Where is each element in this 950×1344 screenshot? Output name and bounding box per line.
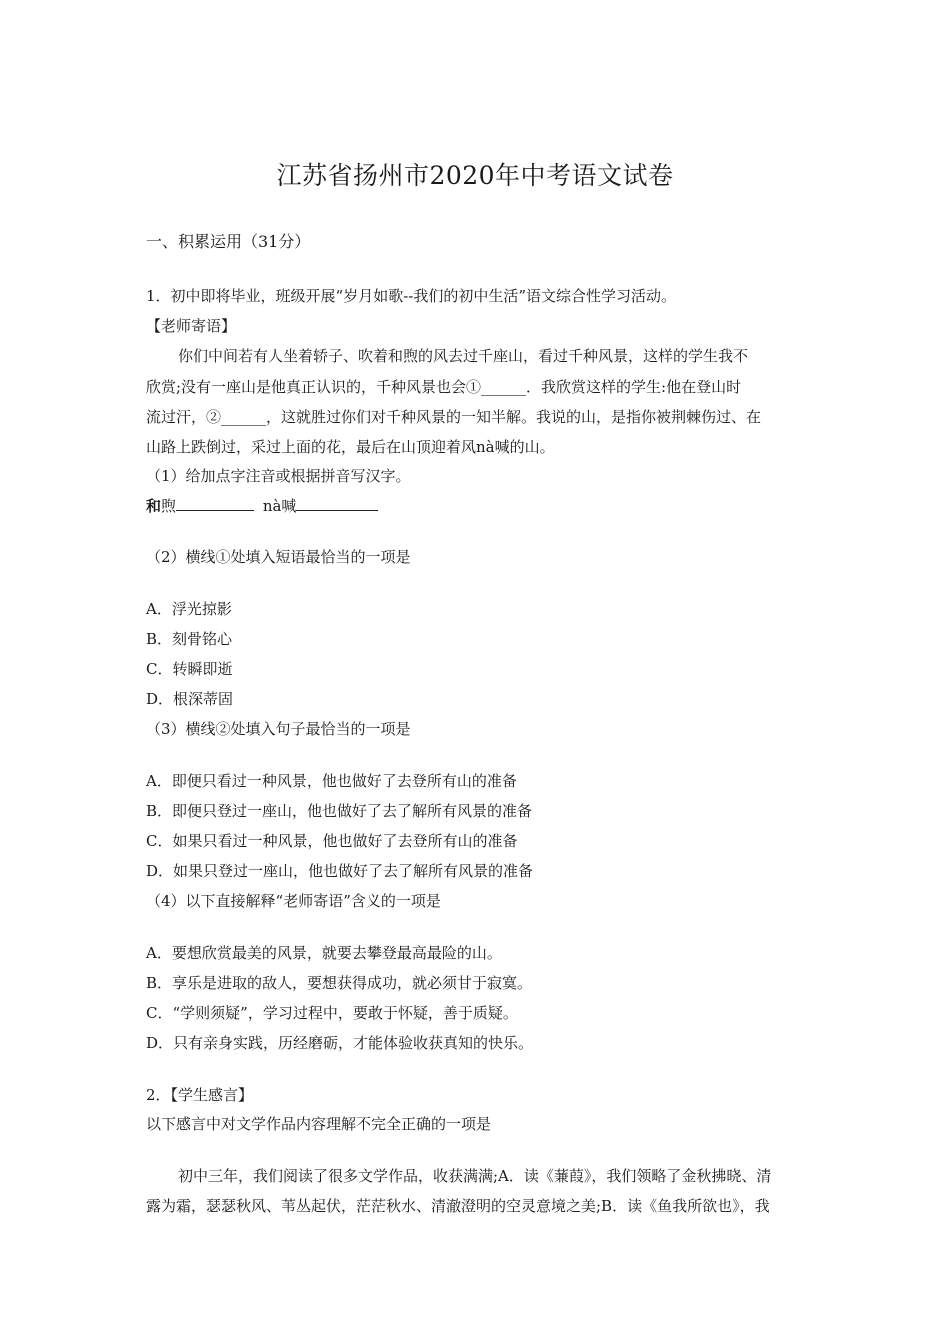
student-essay-line-2: 露为霜，瑟瑟秋风、苇丛起伏，茫茫秋水、清澈澄明的空灵意境之美;B．读《鱼我所欲也》，我 <box>146 1197 770 1215</box>
section-heading: 一、积累运用（31分） <box>146 232 311 251</box>
sub3-option-c[interactable]: C．如果只看过一种风景，他也做好了去登所有山的准备 <box>146 832 518 850</box>
sub3-option-d[interactable]: D．如果只登过一座山，他也做好了去了解所有风景的准备 <box>146 862 534 880</box>
sub2-option-d[interactable]: D．根深蒂固 <box>146 690 234 708</box>
word-2: nà喊 <box>262 497 297 515</box>
dotted-char: 和 <box>146 497 162 515</box>
answer-blank-2[interactable] <box>296 496 378 511</box>
sub2-option-c[interactable]: C．转瞬即逝 <box>146 660 233 678</box>
teacher-message-line-1: 你们中间若有人坐着轿子、吹着和煦的风去过千座山，看过千种风景，这样的学生我不 <box>178 347 749 365</box>
question-2-prompt: 以下感言中对文学作品内容理解不完全正确的一项是 <box>146 1115 492 1133</box>
sub4-option-b[interactable]: B．享乐是进取的敌人，要想获得成功，就必须甘于寂寞。 <box>146 974 533 992</box>
page-title: 江苏省扬州市2020年中考语文试卷 <box>276 161 674 190</box>
word-1-rest: 煦 <box>161 497 177 515</box>
sub2-option-a[interactable]: A．浮光掠影 <box>146 600 232 618</box>
sub4-option-c[interactable]: C．“学则须疑”，学习过程中，要敢于怀疑，善于质疑。 <box>146 1004 518 1022</box>
teacher-message-line-4: 山路上跌倒过，采过上面的花，最后在山顶迎着风nà喊的山。 <box>146 438 555 456</box>
teacher-message-line-3: 流过汗，②______，这就胜过你们对千种风景的一知半解。我说的山，是指你被荆棘伤过、在 <box>146 408 762 426</box>
sub-question-1: （1）给加点字注音或根据拼音写汉字。 <box>146 467 411 485</box>
pinyin-answer-row <box>146 496 378 516</box>
sub4-option-d[interactable]: D．只有亲身实践，历经磨砺，才能体验收获真知的快乐。 <box>146 1034 534 1052</box>
teacher-message-line-2: 欣赏;没有一座山是他真正认识的，千种风景也会①______．我欣赏这样的学生:他在登山时 <box>146 378 742 396</box>
sub3-option-a[interactable]: A．即便只看过一种风景，他也做好了去登所有山的准备 <box>146 772 517 790</box>
question-1-intro: 1．初中即将毕业，班级开展“岁月如歌--我们的初中生活”语文综合性学习活动。 <box>146 287 677 305</box>
answer-blank-1[interactable] <box>176 496 254 511</box>
teacher-message-header: 【老师寄语】 <box>146 317 237 335</box>
sub4-option-a[interactable]: A．要想欣赏最美的风景，就要去攀登最高最险的山。 <box>146 944 502 962</box>
sub-question-4: （4）以下直接解释“老师寄语”含义的一项是 <box>146 892 441 910</box>
sub-question-2: （2）横线①处填入短语最恰当的一项是 <box>146 548 411 566</box>
sub2-option-b[interactable]: B．刻骨铭心 <box>146 630 233 648</box>
sub3-option-b[interactable]: B．即便只登过一座山，他也做好了去了解所有风景的准备 <box>146 802 533 820</box>
student-essay-line-1: 初中三年，我们阅读了很多文学作品，收获满满;A．读《蒹葭》，我们领略了金秋拂晓、清 <box>178 1167 772 1185</box>
question-2-header: 2．【学生感言】 <box>146 1086 254 1104</box>
sub-question-3: （3）横线②处填入句子最恰当的一项是 <box>146 720 411 738</box>
